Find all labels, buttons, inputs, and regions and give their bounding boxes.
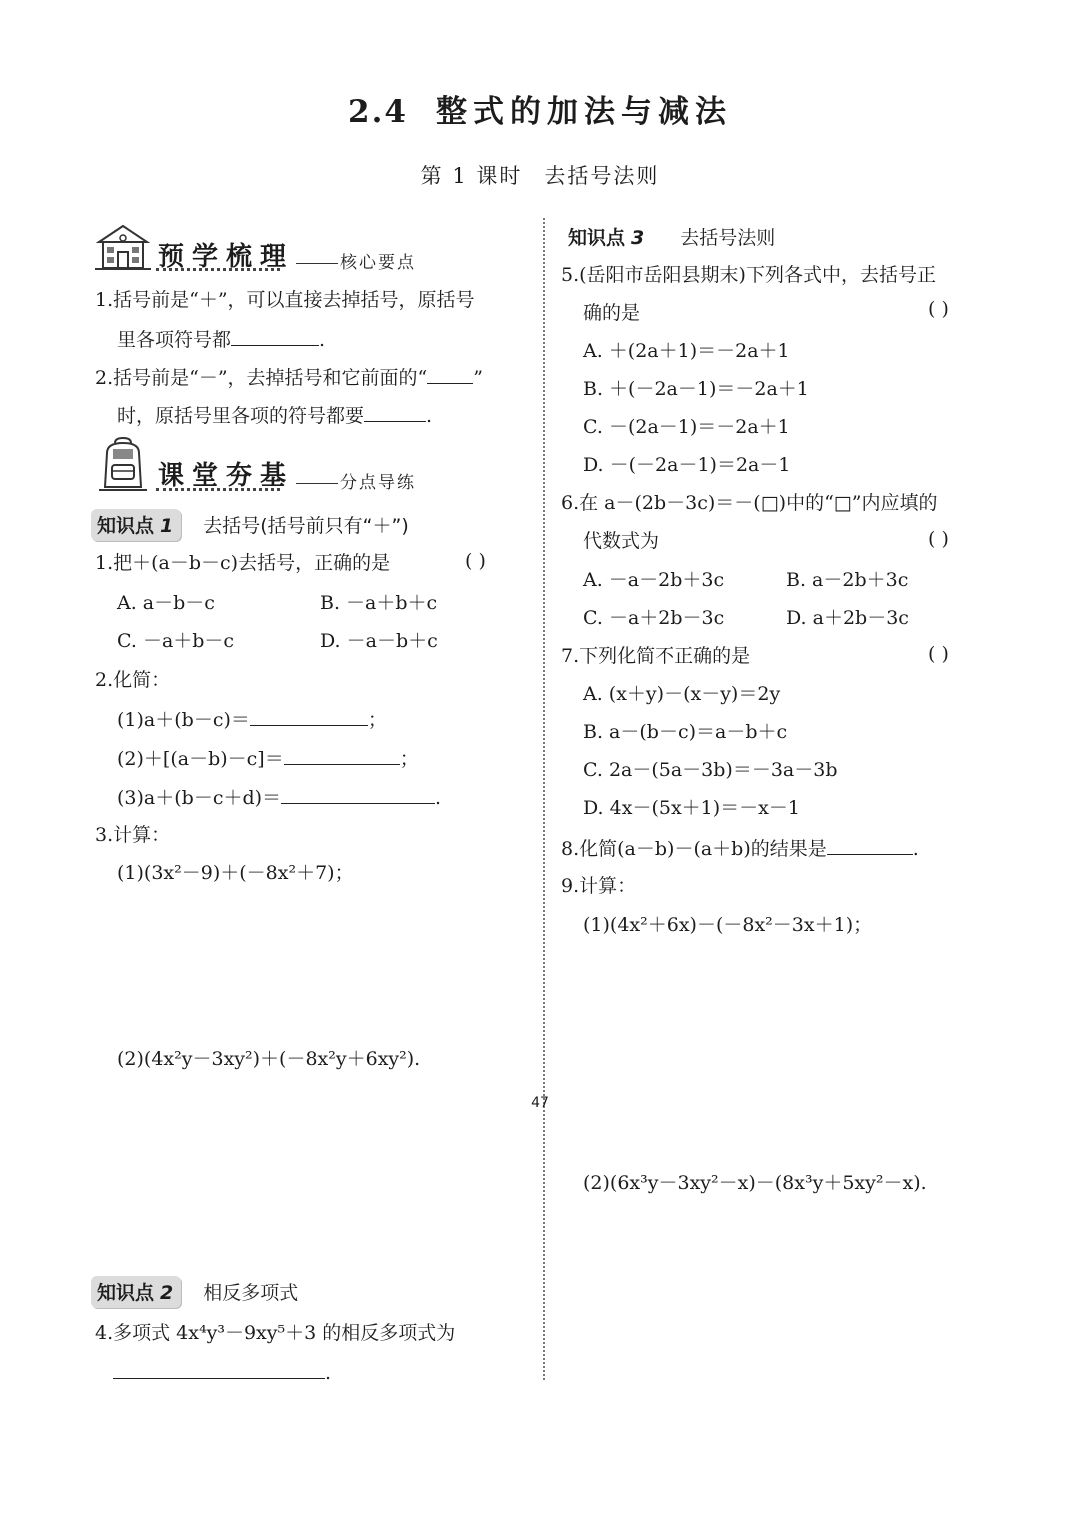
q2-part1-text: (1)a＋(b－c)＝ — [117, 709, 250, 731]
q2-part2-text: (2)＋[(a－b)－c]＝ — [117, 748, 284, 770]
q4-stem: 4.多项式 4x⁴y³－9xy⁵＋3 的相反多项式为 — [95, 1322, 456, 1344]
q6-option-a[interactable]: A. －a－2b＋3c — [583, 569, 725, 591]
answer-blank[interactable] — [113, 1358, 325, 1379]
answer-blank[interactable] — [231, 325, 319, 346]
q7-option-c[interactable]: C. 2a－(5a－3b)＝－3a－3b — [583, 759, 838, 781]
school-building-icon — [95, 222, 151, 270]
backpack-icon — [97, 437, 149, 491]
preview-item-2-text: 2.括号前是“－”，去掉括号和它前面的“ — [95, 367, 428, 389]
subheading-dash — [296, 483, 338, 484]
kp1-title: 去括号(括号前只有“＋”) — [203, 515, 409, 537]
subtitle-lesson: 第 1 课时 — [420, 164, 523, 188]
title-number: 2.4 — [348, 94, 408, 130]
kp-label: 知识点 — [97, 1282, 155, 1304]
kp-number: 2 — [160, 1282, 174, 1304]
q5-option-a[interactable]: A. ＋(2a＋1)＝－2a＋1 — [583, 340, 790, 362]
answer-blank[interactable] — [427, 363, 473, 384]
q2-part2 — [117, 744, 419, 772]
q3-stem: 3.计算： — [95, 824, 171, 846]
column-divider — [543, 218, 545, 1380]
answer-blank[interactable] — [281, 783, 435, 804]
q6-option-d[interactable]: D. a＋2b－3c — [786, 607, 909, 629]
page-subtitle — [0, 160, 1080, 190]
q2-stem: 2.化简： — [95, 669, 171, 691]
knowledge-point-badge — [568, 227, 644, 249]
q2-part3-text: (3)a＋(b－c＋d)＝ — [117, 787, 282, 809]
preview-item-1-text: 里各项符号都 — [117, 329, 232, 351]
preview-item-2-line1 — [95, 363, 483, 391]
q3-part1: (1)(3x²－9)＋(－8x²＋7)； — [117, 862, 354, 884]
heading-underline-dots — [156, 482, 280, 491]
q6-line1: 6.在 a－(2b－3c)＝－(□)中的“□”内应填的 — [561, 492, 938, 514]
knowledge-point-badge — [91, 509, 181, 541]
q5-option-d[interactable]: D. －(－2a－1)＝2a－1 — [583, 454, 791, 476]
q5-answer-paren[interactable]: ( ) — [928, 298, 949, 320]
q8-stem — [561, 834, 919, 862]
q5-line1: 5.(岳阳市岳阳县期末)下列各式中，去括号正 — [561, 264, 936, 286]
semicolon: ； — [399, 748, 419, 770]
q7-option-d[interactable]: D. 4x－(5x＋1)＝－x－1 — [583, 797, 800, 819]
q2-part1 — [117, 705, 387, 733]
q1-stem: 1.把＋(a－b－c)去括号，正确的是 — [95, 552, 391, 574]
q1-option-d[interactable]: D. －a－b＋c — [320, 630, 438, 652]
heading-underline-dots — [156, 262, 280, 271]
period: . — [912, 838, 919, 860]
preview-item-2-line2 — [117, 401, 432, 429]
q7-answer-paren[interactable]: ( ) — [928, 643, 949, 665]
q4-answer-line — [113, 1358, 331, 1386]
classroom-subheading-wrap — [296, 468, 416, 493]
knowledge-point-badge — [91, 1276, 181, 1308]
kp-label: 知识点 — [568, 227, 626, 249]
classroom-heading: 课堂夯基 — [158, 461, 295, 491]
kp3-title: 去括号法则 — [680, 227, 776, 249]
q1-option-c[interactable]: C. －a＋b－c — [117, 630, 235, 652]
subheading-dash — [296, 263, 338, 264]
q5-line2: 确的是 — [583, 302, 641, 324]
q6-answer-paren[interactable]: ( ) — [928, 528, 949, 550]
q6-option-c[interactable]: C. －a＋2b－3c — [583, 607, 725, 629]
knowledge-point-3 — [568, 223, 775, 250]
q3-part2: (2)(4x²y－3xy²)＋(－8x²y＋6xy²). — [117, 1048, 421, 1070]
q7-option-a[interactable]: A. (x＋y)－(x－y)＝2y — [583, 683, 781, 705]
page-title — [0, 86, 1080, 131]
q1-option-a[interactable]: A. a－b－c — [117, 592, 215, 614]
knowledge-point-2 — [91, 1276, 298, 1308]
knowledge-point-1 — [91, 509, 409, 541]
q1-option-b[interactable]: B. －a＋b＋c — [320, 592, 438, 614]
q6-line2: 代数式为 — [583, 530, 660, 552]
q8-text: 8.化简(a－b)－(a＋b)的结果是 — [561, 838, 827, 860]
kp2-title: 相反多项式 — [203, 1282, 299, 1304]
answer-blank[interactable] — [250, 705, 368, 726]
page-number: 47 — [531, 1095, 549, 1111]
preview-subheading: 核心要点 — [340, 253, 416, 273]
close-quote: ” — [473, 367, 483, 389]
semicolon: ； — [367, 709, 387, 731]
q7-option-b[interactable]: B. a－(b－c)＝a－b＋c — [583, 721, 788, 743]
period: . — [325, 1362, 332, 1384]
q1-answer-paren[interactable]: ( ) — [465, 550, 486, 572]
preview-item-1-line2 — [117, 325, 325, 353]
q6-option-b[interactable]: B. a－2b＋3c — [786, 569, 909, 591]
period: . — [426, 405, 433, 427]
q5-option-c[interactable]: C. －(2a－1)＝－2a＋1 — [583, 416, 790, 438]
classroom-subheading: 分点导练 — [340, 473, 416, 493]
preview-subheading-wrap — [296, 248, 416, 273]
kp-label: 知识点 — [97, 515, 155, 537]
preview-item-1-line1: 1.括号前是“＋”，可以直接去掉括号，原括号 — [95, 289, 475, 311]
answer-blank[interactable] — [364, 401, 426, 422]
kp-number: 3 — [631, 227, 645, 249]
q9-part2: (2)(6x³y－3xy²－x)－(8x³y＋5xy²－x). — [583, 1172, 927, 1194]
q9-stem: 9.计算： — [561, 875, 637, 897]
kp-number: 1 — [160, 515, 174, 537]
q2-part3 — [117, 783, 441, 811]
q5-option-b[interactable]: B. ＋(－2a－1)＝－2a＋1 — [583, 378, 809, 400]
period: . — [435, 787, 442, 809]
title-text: 整式的加法与减法 — [435, 94, 732, 130]
preview-heading: 预学梳理 — [158, 242, 295, 272]
period: . — [319, 329, 326, 351]
answer-blank[interactable] — [284, 744, 400, 765]
q7-stem: 7.下列化简不正确的是 — [561, 645, 751, 667]
preview-item-2-text2: 时，原括号里各项的符号都要 — [117, 405, 365, 427]
answer-blank[interactable] — [827, 834, 913, 855]
subtitle-topic: 去括号法则 — [544, 164, 660, 188]
q9-part1: (1)(4x²＋6x)－(－8x²－3x＋1)； — [583, 914, 873, 936]
